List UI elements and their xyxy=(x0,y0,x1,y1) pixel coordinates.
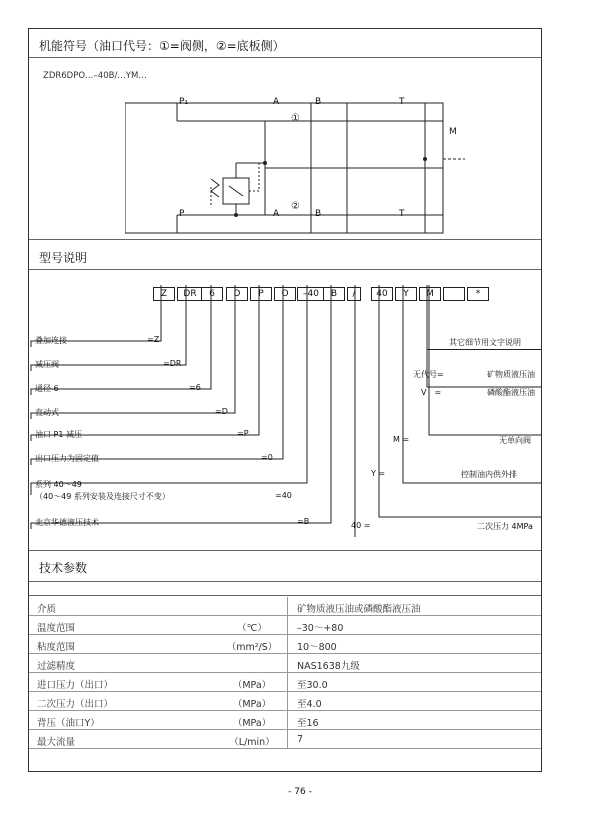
fluid-code-none: 无代号= xyxy=(413,370,444,379)
left-desc-code: =B xyxy=(297,517,310,526)
code-box: –40 xyxy=(297,287,325,301)
left-desc-code: =D xyxy=(215,407,228,416)
port-label-b-top: B xyxy=(315,97,322,107)
table-row xyxy=(29,616,541,635)
divider xyxy=(29,269,541,270)
left-desc-code: =0 xyxy=(261,453,273,462)
param-name: 二次压力（出口） xyxy=(37,699,114,710)
port-label-p1: P₁ xyxy=(179,97,189,107)
param-value: 矿物质液压油或磷酸酯液压油 xyxy=(297,604,421,615)
page-number: - 76 - xyxy=(288,787,312,797)
left-desc-label: 油口 P1 减压 xyxy=(35,430,82,439)
left-desc-note: （40～49 系列安装及连接尺寸不变） xyxy=(35,492,170,501)
left-desc-label: 叠加连接 xyxy=(35,336,67,345)
param-value: 至30.0 xyxy=(297,680,328,691)
marker-valve-side: ① xyxy=(291,113,300,124)
port-label-b-bottom: B xyxy=(315,209,322,219)
port-label-t-top: T xyxy=(399,97,405,107)
code-box: 40 xyxy=(371,287,393,301)
tech-section-title: 技术参数 xyxy=(39,561,88,575)
y-code: Y = xyxy=(371,469,386,478)
param-value: –30～+80 xyxy=(297,623,344,634)
marker-plate-side: ② xyxy=(291,201,300,212)
code-box: B xyxy=(323,287,345,301)
code-box: * xyxy=(467,287,489,301)
param-value: 至16 xyxy=(297,718,319,729)
param-name: 介质 xyxy=(37,604,57,615)
symbol-model-code: ZDR6DPO…–40B/…YM… xyxy=(43,71,147,81)
m-desc: 无单向阀 xyxy=(499,436,531,445)
model-code-leader-lines xyxy=(29,285,543,545)
code-box: Z xyxy=(153,287,175,301)
code-box: DR xyxy=(177,287,203,301)
param-unit: （MPa） xyxy=(232,699,272,710)
tech-params-table xyxy=(29,597,541,749)
port-label-a-top: A xyxy=(273,97,280,107)
param-name: 粘度范围 xyxy=(37,642,76,653)
code-box: M xyxy=(419,287,441,301)
param-unit: （MPa） xyxy=(232,680,272,691)
param-unit: （MPa） xyxy=(232,718,272,729)
divider xyxy=(29,239,541,240)
left-desc-code: =Z xyxy=(147,335,160,344)
param-unit: （L/min） xyxy=(229,737,275,748)
code-box: / xyxy=(347,287,361,301)
left-desc-code: =P xyxy=(237,429,249,438)
param-unit: （mm²/S） xyxy=(226,642,278,653)
port-label-a-bottom: A xyxy=(273,209,280,219)
right-other-desc: 其它细节用文字说明 xyxy=(449,338,521,347)
param-value: NAS1638九级 xyxy=(297,661,360,672)
divider xyxy=(29,57,541,58)
p40-desc: 二次压力 4MPa xyxy=(477,522,533,531)
code-box: P xyxy=(250,287,272,301)
left-desc-label: 出口压力为固定值 xyxy=(35,454,99,463)
param-name: 温度范围 xyxy=(37,623,76,634)
divider xyxy=(29,595,541,596)
table-row xyxy=(29,654,541,673)
symbol-section-title: 机能符号（油口代号：①=阀侧，②=底板侧） xyxy=(39,39,285,53)
m-code: M = xyxy=(393,435,410,444)
table-row xyxy=(29,692,541,711)
param-value: 7 xyxy=(297,734,304,745)
fluid-code-v: V = xyxy=(421,388,442,397)
param-value: 10～800 xyxy=(297,642,337,653)
table-row xyxy=(29,635,541,654)
port-label-m: M xyxy=(449,127,457,137)
table-row xyxy=(29,730,541,749)
model-section-title: 型号说明 xyxy=(39,251,88,265)
code-box: D xyxy=(226,287,248,301)
code-box: O xyxy=(274,287,296,301)
divider xyxy=(29,550,541,551)
param-name: 进口压力（出口） xyxy=(37,680,114,691)
table-row xyxy=(29,711,541,730)
table-row xyxy=(29,597,541,616)
code-box: Y xyxy=(395,287,417,301)
left-desc-label: 系列 40～49 xyxy=(35,480,82,489)
code-box: 6 xyxy=(201,287,223,301)
left-desc-label: 直动式 xyxy=(35,408,59,417)
port-label-t-bottom: T xyxy=(399,209,405,219)
param-value: 至4.0 xyxy=(297,699,322,710)
page-frame xyxy=(28,28,542,772)
table-row xyxy=(29,673,541,692)
p40-code: 40 = xyxy=(351,521,371,530)
left-desc-code: =6 xyxy=(189,383,201,392)
left-desc-code: =40 xyxy=(275,491,292,500)
fluid-desc-mineral: 矿物质液压油 xyxy=(487,370,535,379)
spring-symbol xyxy=(211,179,219,197)
param-name: 过滤精度 xyxy=(37,661,76,672)
y-desc: 控制油内供外排 xyxy=(461,470,517,479)
fluid-desc-phosphate: 磷酸酯液压油 xyxy=(487,388,535,397)
param-name: 背压（油口Y） xyxy=(37,718,100,729)
left-desc-label: 通径 6 xyxy=(35,384,59,393)
left-desc-label: 北京华德液压技术 xyxy=(35,518,99,527)
param-unit: （℃） xyxy=(237,623,267,634)
left-desc-label: 减压阀 xyxy=(35,360,59,369)
divider xyxy=(29,581,541,582)
param-name: 最大流量 xyxy=(37,737,76,748)
left-desc-code: =DR xyxy=(163,359,182,368)
port-label-p: P xyxy=(179,209,185,219)
